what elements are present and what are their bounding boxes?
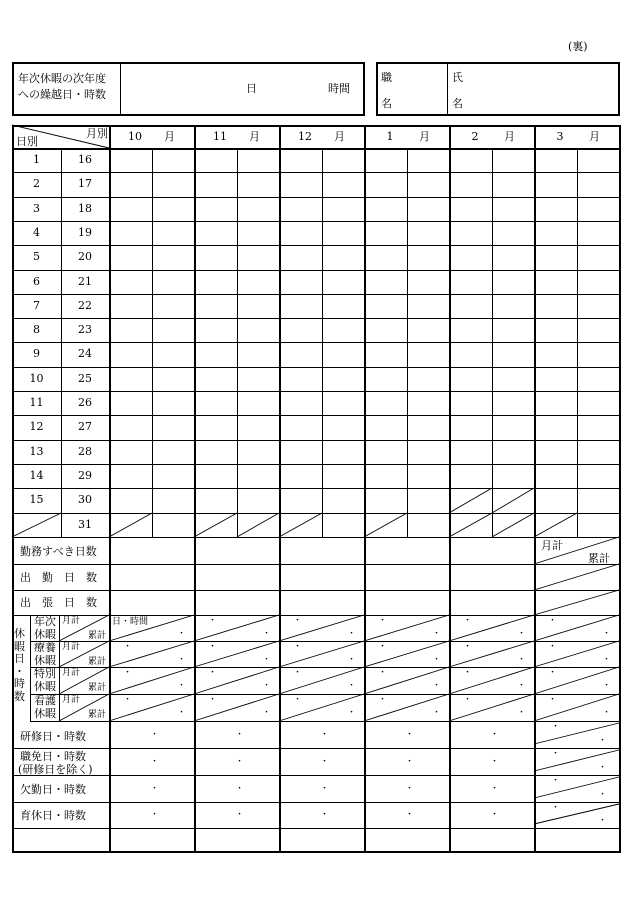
bottom-row-dot: ・ [150,810,160,820]
day-number-left: 6 [33,275,40,288]
bottom-row-dot: ・ [490,784,500,794]
leave-type-label-2: 休暇 [34,680,56,693]
h-rule [12,464,619,465]
month-day31-diagonal [194,513,237,537]
corner-month-label: 月別 [86,127,108,140]
h-rule [12,802,619,803]
leave-monthly-label: 月計 [62,642,81,652]
leave-group-char: 数 [14,689,25,703]
h-rule [30,667,619,668]
month-day31-diagonal [449,513,492,537]
march-bottom-dot: ・ [598,790,608,800]
working-days-label: 勤務すべき日数 [20,545,97,558]
attendance-days-label: 出 勤 日 数 [20,571,97,584]
h-rule [12,270,619,271]
day-number-left: 1 [33,153,40,166]
h-rule [12,391,619,392]
month-number: 1 [386,130,394,143]
bottom-row-dot: ・ [490,757,500,767]
leave-monthly-dot: ・ [378,695,388,705]
leave-cumulative-dot: ・ [347,708,357,718]
bottom-row-dot: ・ [405,810,415,820]
leave-type-label-1: 特別 [34,667,56,680]
leave-cumulative-dot: ・ [177,655,187,665]
leave-monthly-dot: ・ [548,642,558,652]
name-label-2: 名 [452,97,463,110]
leave-type-label-2: 休暇 [34,707,56,720]
month-number: 10 [128,130,142,143]
v-rule [109,125,111,853]
month-day31-diagonal [109,513,152,537]
leave-monthly-dot: ・ [208,668,218,678]
leave-monthly-dot: ・ [463,616,473,626]
leave-monthly-dot: ・ [123,668,133,678]
carryover-day-unit: 日 [246,82,257,95]
leave-cumulative-dot: ・ [517,655,527,665]
v-rule [30,615,31,721]
day-number-right: 24 [78,347,92,360]
day-number-right: 29 [78,469,92,482]
leave-monthly-dot: ・ [463,642,473,652]
month-day31-diagonal [279,513,322,537]
march-bottom-dot: ・ [598,736,608,746]
h-rule [12,513,619,514]
day-number-right: 23 [78,323,92,336]
leave-monthly-dot: ・ [208,695,218,705]
leave-monthly-dot: ・ [548,616,558,626]
day-number-right: 21 [78,275,92,288]
day-number-left: 5 [33,250,40,263]
leave-type-label-1: 年次 [34,615,56,628]
month-unit: 月 [589,130,600,143]
march-attendance-diagonal [534,564,619,590]
h-rule [376,114,620,116]
bottom-row-dot: ・ [405,784,415,794]
bottom-row-dot: ・ [235,730,245,740]
march-cumulative-total-label: 累計 [588,552,610,565]
h-rule [12,342,619,343]
business-trip-days-label: 出 張 日 数 [20,596,97,609]
name-label-1: 氏 [452,71,463,84]
bottom-row-dot: ・ [320,810,330,820]
page-mark: (裏) [568,40,588,53]
leave-cumulative-dot: ・ [347,681,357,691]
month-number: 2 [471,130,479,143]
day-number-left: 11 [29,396,44,409]
leave-monthly-dot: ・ [293,642,303,652]
leave-cumulative-label: 累計 [88,657,107,667]
h-rule [30,721,619,722]
day-number-left: 14 [29,469,44,482]
h-rule [12,537,619,538]
day-number-right: 22 [78,299,92,312]
bottom-row-dot: ・ [405,730,415,740]
h-rule [12,318,619,319]
leave-cumulative-label: 累計 [88,683,107,693]
leave-monthly-dot: ・ [548,668,558,678]
leave-type-label-1: 看護 [34,694,56,707]
leave-monthly-dot: ・ [123,695,133,705]
leave-cumulative-dot: ・ [262,681,272,691]
leave-monthly-dot: ・ [463,668,473,678]
month-unit: 月 [249,130,260,143]
day-number-right: 18 [78,202,92,215]
h-rule [12,828,619,829]
h-rule [12,367,619,368]
leave-monthly-label: 月計 [62,695,81,705]
v-rule [619,125,621,853]
leave-cumulative-dot: ・ [262,629,272,639]
h-rule [30,694,619,695]
position-label-2: 名 [381,97,392,110]
day-number-left: 7 [33,299,40,312]
v-rule [59,615,60,721]
corner-day-label: 日別 [16,135,38,148]
bottom-row-dot: ・ [320,730,330,740]
h-rule [12,221,619,222]
v-rule [194,125,196,853]
feb-day31-diagonal [492,513,534,537]
h-rule [12,415,619,416]
march-top-dot: ・ [551,722,561,732]
leave-monthly-dot: ・ [293,616,303,626]
h-rule [12,615,619,616]
month-number: 11 [213,130,227,143]
leave-group-char: 休 [14,627,25,640]
month-day31-diagonal [534,513,577,537]
v-rule [279,125,281,853]
month-day31-diagonal [364,513,407,537]
leave-cumulative-dot: ・ [177,708,187,718]
v-rule [447,62,448,114]
leave-cumulative-dot: ・ [432,708,442,718]
day-number-right: 26 [78,396,92,409]
day-number-left: 12 [29,420,44,433]
v-rule [376,62,378,116]
day-number-right: 31 [78,518,92,531]
leave-type-label-1: 療養 [34,641,56,654]
leave-type-label-2: 休暇 [34,654,56,667]
h-rule [12,197,619,198]
month-number: 12 [298,130,312,143]
position-label-1: 職 [381,71,392,84]
leave-monthly-dot: ・ [123,642,133,652]
carryover-hour-unit: 時間 [328,82,350,95]
day-number-right: 30 [78,493,92,506]
bottom-row-dot: ・ [150,757,160,767]
leave-monthly-dot: ・ [208,616,218,626]
bottom-row-dot: ・ [235,757,245,767]
leave-monthly-label: 月計 [62,668,81,678]
v-rule [12,62,14,116]
leave-cumulative-dot: ・ [517,708,527,718]
leave-cumulative-dot: ・ [517,681,527,691]
bottom-row-dot: ・ [320,784,330,794]
day-number-right: 17 [78,177,92,190]
day31-blank-diagonal [12,513,61,537]
day-number-right: 28 [78,445,92,458]
day-number-left: 8 [33,323,40,336]
leave-cumulative-dot: ・ [262,708,272,718]
day-number-left: 2 [33,177,40,190]
march-top-dot: ・ [551,803,561,813]
march-bottom-dot: ・ [598,816,608,826]
leave-cumulative-dot: ・ [517,629,527,639]
march-trip-diagonal [534,590,619,615]
month-unit: 月 [164,130,175,143]
leave-cumulative-dot: ・ [347,655,357,665]
v-rule [449,125,451,853]
h-rule [376,62,620,64]
exemption-days-note: (研修日を除く) [18,763,93,776]
day-number-right: 16 [78,153,92,166]
leave-cumulative-dot: ・ [602,655,612,665]
leave-cumulative-dot: ・ [602,681,612,691]
feb-day29-diagonal [449,488,492,513]
leave-monthly-dot: ・ [378,668,388,678]
bottom-row-dot: ・ [235,784,245,794]
leave-monthly-dot: ・ [378,642,388,652]
leave-cumulative-label: 累計 [88,710,107,720]
exemption-days-label: 職免日・時数 [20,750,86,763]
h-rule [12,245,619,246]
v-rule [120,62,121,114]
march-bottom-dot: ・ [598,763,608,773]
h-rule [12,590,619,591]
day-number-left: 9 [33,347,40,360]
leave-type-label-2: 休暇 [34,628,56,641]
bottom-row-dot: ・ [320,757,330,767]
day-number-left: 3 [33,202,40,215]
march-top-dot: ・ [551,776,561,786]
leave-cumulative-dot: ・ [177,681,187,691]
feb-day30-diagonal [492,488,534,513]
leave-monthly-dot: ・ [208,642,218,652]
h-rule [12,440,619,441]
h-rule [12,564,619,565]
absence-days-label: 欠勤日・時数 [20,783,86,796]
h-rule [12,488,619,489]
leave-group-char: 日 [14,652,25,665]
month-number: 3 [556,130,564,143]
day-number-left: 4 [33,226,40,239]
carryover-label-line2: への繰越日・時数 [18,88,106,101]
leave-cumulative-label: 累計 [88,631,107,641]
leave-monthly-dot: ・ [463,695,473,705]
leave-cumulative-dot: ・ [602,629,612,639]
childcare-days-label: 育休日・時数 [20,809,86,822]
leave-cumulative-dot: ・ [347,629,357,639]
month-unit: 月 [334,130,345,143]
h-rule [30,641,619,642]
leave-cumulative-dot: ・ [432,655,442,665]
day-hour-label: 日・時間 [112,617,149,627]
h-rule [12,114,365,116]
leave-cumulative-dot: ・ [177,629,187,639]
leave-cumulative-dot: ・ [262,655,272,665]
leave-monthly-dot: ・ [378,616,388,626]
v-rule [363,62,365,116]
nov-day31-diagonal [237,513,279,537]
leave-cumulative-dot: ・ [432,681,442,691]
bottom-row-dot: ・ [490,810,500,820]
leave-group-char: 時 [14,677,25,690]
bottom-row-dot: ・ [235,810,245,820]
day-number-left: 15 [29,493,44,506]
day-number-right: 19 [78,226,92,239]
day-number-left: 10 [29,372,44,385]
bottom-row-dot: ・ [405,757,415,767]
v-rule [534,125,536,853]
leave-monthly-label: 月計 [62,616,81,626]
v-rule [364,125,366,853]
leave-cumulative-dot: ・ [432,629,442,639]
leave-monthly-dot: ・ [293,668,303,678]
bottom-row-dot: ・ [490,730,500,740]
bottom-row-dot: ・ [150,730,160,740]
v-rule [618,62,620,116]
leave-group-char: 暇 [14,639,25,653]
month-unit: 月 [504,130,515,143]
day-number-right: 25 [78,372,92,385]
day-number-right: 20 [78,250,92,263]
leave-group-char: ・ [14,664,25,678]
leave-monthly-dot: ・ [548,695,558,705]
h-rule [12,852,619,853]
day-number-left: 13 [29,445,44,458]
h-rule [12,148,619,150]
march-monthly-total-label: 月計 [541,539,563,552]
carryover-label-line1: 年次休暇の次年度 [18,72,106,85]
march-top-dot: ・ [551,749,561,759]
h-rule [12,294,619,295]
bottom-row-dot: ・ [150,784,160,794]
h-rule [12,172,619,173]
h-rule [12,62,365,64]
leave-cumulative-dot: ・ [602,708,612,718]
training-days-label: 研修日・時数 [20,730,86,743]
h-rule [12,748,619,749]
day-number-right: 27 [78,420,92,433]
h-rule [12,775,619,776]
leave-monthly-dot: ・ [293,695,303,705]
month-unit: 月 [419,130,430,143]
